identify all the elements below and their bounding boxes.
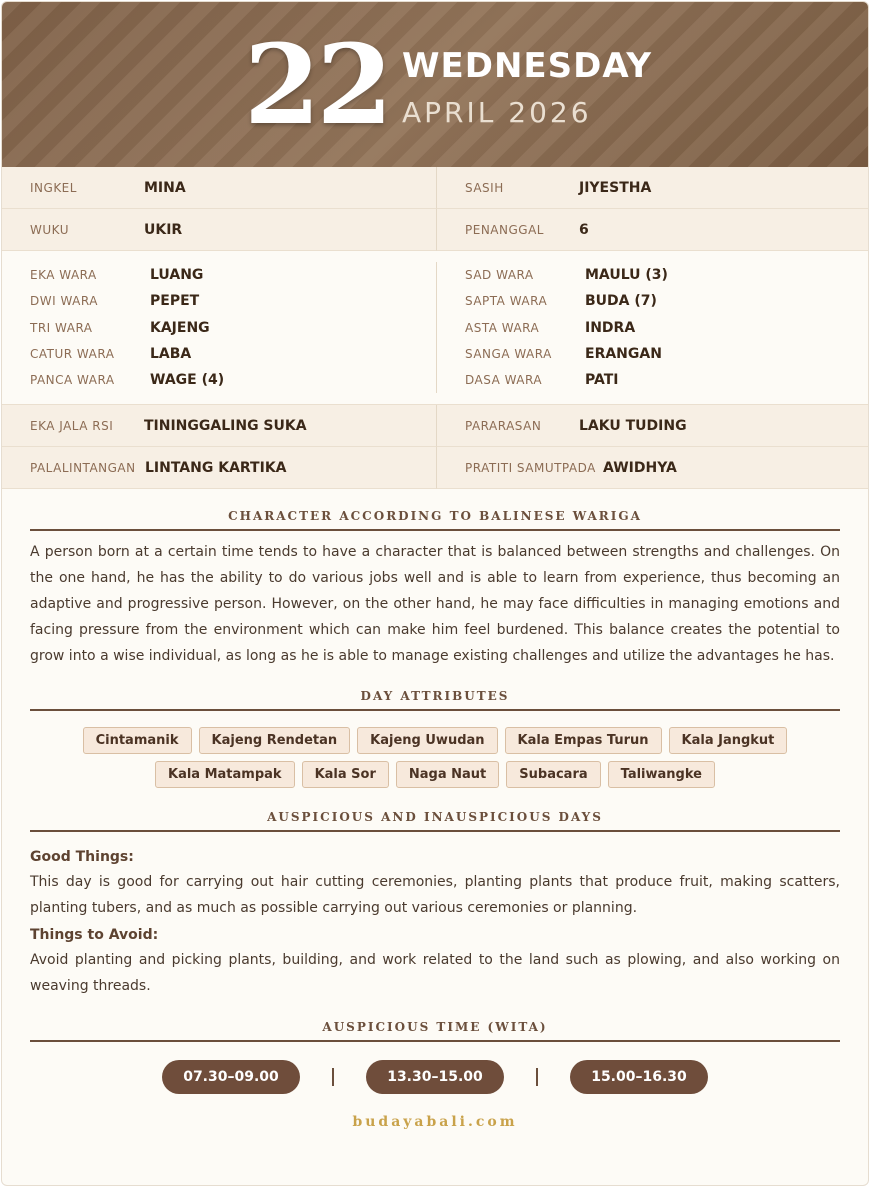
wara-value: INDRA xyxy=(585,319,636,336)
wara-value: LUANG xyxy=(150,267,204,284)
info-cell-ingkel xyxy=(2,167,436,209)
attribute-tag: Kala Matampak xyxy=(155,761,295,788)
separator xyxy=(332,1068,334,1086)
wara-row xyxy=(30,315,436,341)
info-cell-sasih xyxy=(436,167,868,209)
wara-value: BUDA (7) xyxy=(585,293,657,310)
wara-row xyxy=(465,367,868,393)
date-header xyxy=(2,2,868,167)
info-label: INGKEL xyxy=(30,180,77,195)
wara-label: DASA WARA xyxy=(465,373,543,388)
info-cell-pratiti-samutpada xyxy=(436,447,868,489)
avoid-text: Avoid planting and picking plants, building, and work related to the land such as plowing, and also working on weaving threads. xyxy=(30,952,840,994)
attribute-tag: Taliwangke xyxy=(608,761,715,788)
good-things-text: This day is good for carrying out hair cutting ceremonies, planting plants that produce fruit, making scatters, planting tubers, and as much as possible carrying out various ceremonies or planning. xyxy=(30,874,840,917)
info-label: SASIH xyxy=(465,180,504,195)
info-label: PENANGGAL xyxy=(465,222,544,237)
attribute-tag: Subacara xyxy=(506,761,600,788)
wara-section xyxy=(2,251,868,405)
info-value: 6 xyxy=(579,221,589,238)
attribute-tags xyxy=(42,727,828,788)
info-label: PRATITI SAMUTPADA xyxy=(465,460,596,475)
info-cell-wuku xyxy=(2,209,436,251)
wara-value: LABA xyxy=(150,346,192,363)
separator xyxy=(536,1068,538,1086)
time-slot: 13.30–15.00 xyxy=(366,1060,504,1094)
attribute-tag: Kajeng Uwudan xyxy=(357,727,497,754)
info-bottom-grid xyxy=(2,405,868,489)
wara-value: PATI xyxy=(585,372,619,389)
wara-label: PANCA WARA xyxy=(30,373,115,388)
attribute-tag: Kajeng Rendetan xyxy=(199,727,351,754)
wara-row xyxy=(465,315,868,341)
wara-row xyxy=(30,367,436,393)
info-value: AWIDHYA xyxy=(603,459,677,476)
info-label: PALALINTANGAN xyxy=(30,460,136,475)
attribute-tag: Naga Naut xyxy=(396,761,499,788)
wara-right-column xyxy=(436,262,868,393)
character-text: A person born at a certain time tends to have a character that is balanced between strengths and challenges. On the one hand, he has the ability to do various jobs well and is able to learn from experience, thus becoming an adaptive and progressive person. However, on the other hand, he may face difficulties in managing emotions and facing pressure from the environment which can make him feel burdened. This balance creates the potential to grow into a wise individual, as long as he is able to manage existing challenges and utilize the advantages he has. xyxy=(30,544,840,664)
site-footer: budayabali.com xyxy=(352,1113,518,1130)
time-slot: 15.00–16.30 xyxy=(570,1060,708,1094)
info-value: TININGGALING SUKA xyxy=(144,417,307,434)
weekday-label: WEDNESDAY xyxy=(402,46,653,86)
info-label: WUKU xyxy=(30,222,69,237)
wara-label: SAD WARA xyxy=(465,268,534,283)
wara-row xyxy=(30,288,436,314)
info-value: LINTANG KARTIKA xyxy=(145,459,287,476)
character-title: CHARACTER ACCORDING TO BALINESE WARIGA xyxy=(228,509,642,524)
wara-label: SANGA WARA xyxy=(465,347,552,362)
time-slot: 07.30–09.00 xyxy=(162,1060,300,1094)
attribute-tag: Kala Empas Turun xyxy=(505,727,662,754)
day-number: 22 xyxy=(244,20,390,149)
time-slots xyxy=(2,1060,868,1094)
wara-value: WAGE (4) xyxy=(150,372,225,389)
wara-left-column xyxy=(2,262,436,393)
info-label: PARARASAN xyxy=(465,418,542,433)
wara-row xyxy=(465,341,868,367)
wara-label: EKA WARA xyxy=(30,268,97,283)
days-title: AUSPICIOUS AND INAUSPICIOUS DAYS xyxy=(267,810,603,825)
wara-label: TRI WARA xyxy=(30,320,93,335)
wara-row xyxy=(30,262,436,288)
wara-value: KAJENG xyxy=(150,319,210,336)
good-things-heading: Good Things: xyxy=(30,849,134,866)
info-value: JIYESTHA xyxy=(579,179,652,196)
info-label: EKA JALA RSI xyxy=(30,418,114,433)
wara-label: CATUR WARA xyxy=(30,347,115,362)
times-title: AUSPICIOUS TIME (WITA) xyxy=(322,1019,548,1034)
wara-value: ERANGAN xyxy=(585,346,662,363)
attributes-title: DAY ATTRIBUTES xyxy=(360,689,510,704)
wara-value: MAULU (3) xyxy=(585,267,668,284)
wara-label: DWI WARA xyxy=(30,294,98,309)
attribute-tag: Cintamanik xyxy=(83,727,192,754)
info-value: UKIR xyxy=(144,221,183,238)
attribute-tag: Kala Jangkut xyxy=(669,727,788,754)
info-cell-pararasan xyxy=(436,405,868,447)
info-cell-penanggal xyxy=(436,209,868,251)
avoid-heading: Things to Avoid: xyxy=(30,927,159,944)
wara-label: SAPTA WARA xyxy=(465,294,548,309)
month-year-label: APRIL 2026 xyxy=(402,96,592,129)
info-cell-eka-jala-rsi xyxy=(2,405,436,447)
info-value: LAKU TUDING xyxy=(579,417,687,434)
calendar-card xyxy=(1,1,869,1186)
wara-row xyxy=(465,262,868,288)
wara-label: ASTA WARA xyxy=(465,320,540,335)
info-cell-palalintangan xyxy=(2,447,436,489)
info-top-grid xyxy=(2,167,868,251)
wara-row xyxy=(465,288,868,314)
wara-row xyxy=(30,341,436,367)
info-value: MINA xyxy=(144,179,186,196)
wara-value: PEPET xyxy=(150,293,200,310)
attribute-tag: Kala Sor xyxy=(302,761,389,788)
